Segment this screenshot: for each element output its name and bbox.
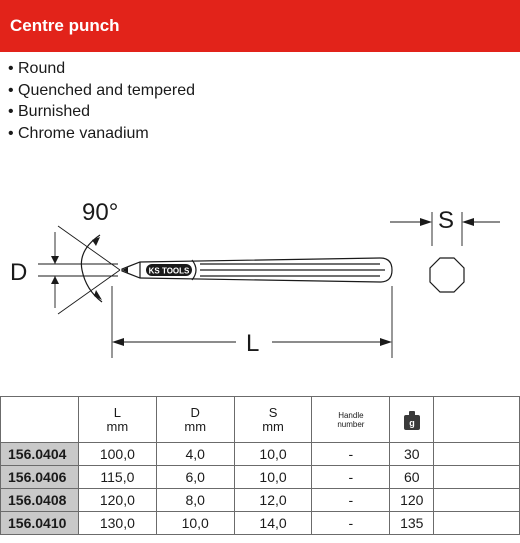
svg-text:g: g (409, 417, 415, 428)
technical-drawing (0, 190, 520, 370)
cell-blank (434, 489, 520, 512)
cell-blank (434, 466, 520, 489)
table-row (1, 443, 520, 466)
column-header-article (1, 397, 79, 443)
feature-list (8, 58, 195, 144)
column-header-diameter: D mm (156, 397, 234, 443)
table-row (1, 489, 520, 512)
feature-item: • Round (8, 60, 66, 77)
cell-diameter: 6,0 (156, 466, 234, 489)
article-number: 156.0410 (1, 512, 79, 535)
cell-blank (434, 512, 520, 535)
cell-length: 120,0 (78, 489, 156, 512)
cell-size: 14,0 (234, 512, 312, 535)
cell-diameter: 10,0 (156, 512, 234, 535)
size-label: S (438, 207, 455, 234)
column-header-blank (434, 397, 520, 443)
brand-label: KS TOOLS (148, 266, 190, 276)
cell-weight: 135 (390, 512, 434, 535)
cell-size: 12,0 (234, 489, 312, 512)
table-row (1, 466, 520, 489)
article-number: 156.0404 (1, 443, 79, 466)
cell-weight: 60 (390, 466, 434, 489)
specs-table (0, 396, 520, 535)
weight-icon (403, 410, 421, 430)
cell-weight: 120 (390, 489, 434, 512)
cell-handle: - (312, 443, 390, 466)
cell-diameter: 8,0 (156, 489, 234, 512)
angle-label: 90° (82, 199, 119, 226)
cell-length: 130,0 (78, 512, 156, 535)
cell-handle: - (312, 512, 390, 535)
column-header-handle: Handle number (312, 397, 390, 443)
feature-item: • Quenched and tempered (8, 81, 196, 99)
cell-diameter: 4,0 (156, 443, 234, 466)
cell-handle: - (312, 489, 390, 512)
cell-blank (434, 443, 520, 466)
article-number: 156.0406 (1, 466, 79, 489)
length-label: L (246, 330, 260, 357)
cell-length: 100,0 (78, 443, 156, 466)
table-row (1, 512, 520, 535)
table-header-row (1, 397, 520, 443)
cell-length: 115,0 (78, 466, 156, 489)
cell-handle: - (312, 466, 390, 489)
column-header-weight (390, 397, 434, 443)
column-header-length: L mm (78, 397, 156, 443)
column-header-size: S mm (234, 397, 312, 443)
feature-item: • Burnished (8, 103, 91, 120)
article-number: 156.0408 (1, 489, 79, 512)
cell-weight: 30 (390, 443, 434, 466)
diameter-label: D (10, 259, 28, 286)
cell-size: 10,0 (234, 466, 312, 489)
feature-item: • Chrome vanadium (8, 124, 149, 142)
product-title: Centre punch (0, 0, 520, 52)
cell-size: 10,0 (234, 443, 312, 466)
